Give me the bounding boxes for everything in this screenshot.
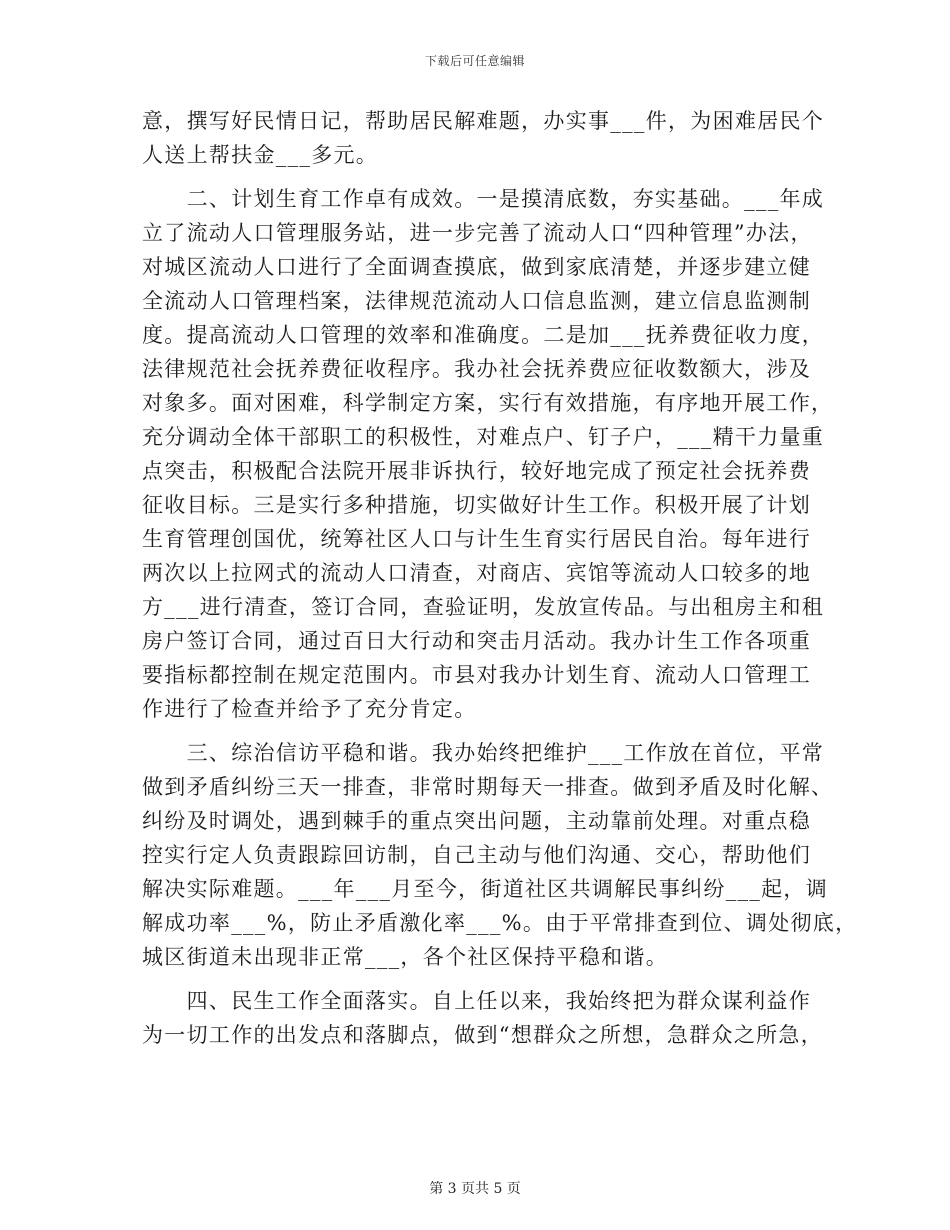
paragraph-livelihood <box>142 984 824 1052</box>
text-line: 作进行了检查并给予了充分肯定。 <box>142 697 477 721</box>
text-line: 控实行定人负责跟踪回访制，自己主动与他们沟通、交心，帮助他们 <box>142 843 811 867</box>
text-line: 为一切工作的出发点和落脚点，做到“想群众之所想，急群众之所急， <box>142 1023 824 1047</box>
paragraph-continuation <box>142 104 825 172</box>
text-line: 对象多。面对困难，科学制定方案，实行有效措施，有序地开展工作， <box>142 391 834 415</box>
text-line: 意，撰写好民情日记，帮助居民解难题，办实事___件，为困难居民个 <box>142 109 825 133</box>
text-line: 对城区流动人口进行了全面调查摸底，做到家底清楚，并逐步建立健 <box>142 255 811 279</box>
text-line: 全流动人口管理档案，法律规范流动人口信息监测，建立信息监测制 <box>142 289 811 313</box>
text-line: 做到矛盾纠纷三天一排查，非常时期每天一排查。做到矛盾及时化解、 <box>142 775 834 799</box>
text-line: 方___进行清查，签订合同，查验证明，发放宣传品。与出租房主和租 <box>142 595 825 619</box>
text-line: 征收目标。三是实行多种措施，切实做好计生工作。积极开展了计划 <box>142 493 811 517</box>
text-line: 三、综治信访平稳和谐。我办始终把维护___工作放在首位，平常 <box>142 741 825 765</box>
text-line: 人送上帮扶金___多元。 <box>142 143 379 167</box>
paragraph-family-planning <box>142 182 834 726</box>
text-line: 两次以上拉网式的流动人口清查，对商店、宾馆等流动人口较多的地 <box>142 561 811 585</box>
document-body <box>142 104 858 1052</box>
text-line: 点突击，积极配合法院开展非诉执行，较好地完成了预定社会抚养费 <box>142 459 811 483</box>
text-line: 充分调动全体干部职工的积极性，对难点户、钉子户，___精干力量重 <box>142 425 825 449</box>
text-line: 解成功率___%，防止矛盾激化率___%。由于平常排查到位、调处彻底， <box>142 911 858 935</box>
paragraph-petition-stability <box>142 736 858 974</box>
text-line: 法律规范社会抚养费征收程序。我办社会抚养费应征收数额大，涉及 <box>142 357 811 381</box>
text-line: 四、民生工作全面落实。自上任以来，我始终把为群众谋利益作 <box>142 989 811 1013</box>
text-line: 度。提高流动人口管理的效率和准确度。二是加___抚养费征收力度， <box>142 323 825 347</box>
text-line: 生育管理创国优，统筹社区人口与计生生育实行居民自治。每年进行 <box>142 527 811 551</box>
text-line: 立了流动人口管理服务站，进一步完善了流动人口“四种管理”办法， <box>142 221 813 245</box>
page-footer: 第 3 页共 5 页 <box>429 1181 521 1197</box>
text-line: 二、计划生育工作卓有成效。一是摸清底数，夯实基础。___年成 <box>142 187 825 211</box>
text-line: 城区街道未出现非正常___，各个社区保持平稳和谐。 <box>142 945 668 969</box>
text-line: 纠纷及时调处，遇到棘手的重点突出问题，主动靠前处理。对重点稳 <box>142 809 811 833</box>
text-line: 要指标都控制在规定范围内。市县对我办计划生育、流动人口管理工 <box>142 663 811 687</box>
page-header: 下载后可任意编辑 <box>424 54 525 68</box>
text-line: 解决实际难题。___年___月至今，街道社区共调解民事纠纷___起，调 <box>142 877 828 901</box>
text-line: 房户签订合同，通过百日大行动和突击月活动。我办计生工作各项重 <box>142 629 811 653</box>
